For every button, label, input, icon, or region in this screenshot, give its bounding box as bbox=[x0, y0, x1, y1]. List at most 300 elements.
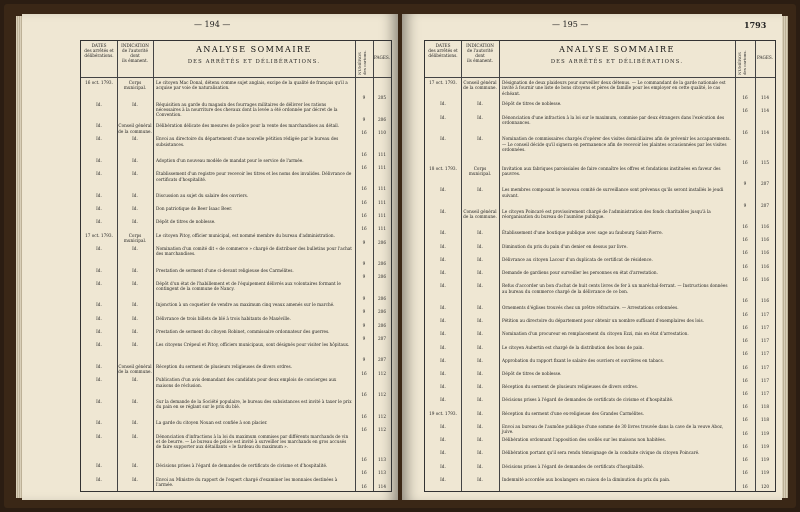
row-authority: Id. bbox=[477, 370, 483, 376]
row-description: Discussion au sujet du salaire des ouvriers. bbox=[156, 192, 249, 198]
row-description: Envoi au Ministre du rapport de l'expert chargé d'examiner les monnaies destinées à l'armée. bbox=[156, 476, 338, 488]
row-page-number: 119 bbox=[761, 470, 769, 476]
row-carton-number: 16 bbox=[742, 224, 748, 230]
row-carton-number: 16 bbox=[742, 129, 748, 135]
table-row bbox=[425, 283, 775, 304]
row-date: Id. bbox=[440, 230, 446, 236]
row-description: Dénonciation d'infractions à la loi du maximum commises par différents marchands de vin et de beurre. — Le bureau de police est invité à surveiller les marchands en gros accusés de faire supporter aux détaillants « le fardeau du maximum ». bbox=[156, 433, 349, 450]
table-row bbox=[425, 257, 775, 270]
row-page-number: 115 bbox=[761, 159, 769, 165]
row-carton-number: 16 bbox=[742, 263, 748, 269]
row-description: Ornements d'églises trouvés chez un prêtre réfractaire. — Arrestations ordonnées. bbox=[502, 304, 679, 310]
table-row bbox=[81, 246, 391, 268]
authority-column-header: INDICATION de l'autorité dont ils émanent. bbox=[466, 43, 494, 63]
row-authority: Id. bbox=[477, 331, 483, 337]
row-date: Id. bbox=[440, 476, 446, 482]
row-description: Adoption d'un nouveau modèle de mandat pour le service de l'armée. bbox=[156, 158, 304, 164]
row-date: Id. bbox=[440, 357, 446, 363]
table-row bbox=[81, 302, 391, 315]
row-authority: Id. bbox=[132, 315, 138, 321]
page-number: — 195 — bbox=[552, 20, 589, 29]
row-carton-number: 16 bbox=[742, 159, 748, 165]
pages-column-header: PAGES. bbox=[374, 55, 390, 60]
table-row bbox=[425, 424, 775, 437]
row-carton-number: 9 bbox=[743, 202, 747, 208]
page-number: — 194 — bbox=[194, 20, 231, 29]
row-description: Refus d'accorder un bon d'achat de huit cents livres de fer à un maréchal-ferrant. — Instructions données au bureau du commerce chargé de la délivrance de ce bon. bbox=[502, 283, 728, 294]
table-row bbox=[425, 477, 775, 490]
row-page-number: 118 bbox=[761, 404, 769, 410]
table-row bbox=[425, 345, 775, 358]
row-carton-number: 9 bbox=[362, 296, 366, 302]
row-description: Dépôt d'un état de l'habillement et de l'équipement délivrés aux volontaires formant le contingent de la commune de Nancy. bbox=[156, 280, 341, 292]
row-authority: Id. bbox=[477, 357, 483, 363]
row-date: Id. bbox=[96, 206, 102, 212]
table-row bbox=[425, 464, 775, 477]
row-date: Id. bbox=[440, 450, 446, 456]
row-date: Id. bbox=[440, 437, 446, 443]
table-row bbox=[81, 399, 391, 421]
table-row bbox=[425, 187, 775, 208]
row-page-number: 114 bbox=[761, 95, 769, 101]
row-carton-number: 16 bbox=[361, 427, 367, 433]
row-carton-number: 16 bbox=[361, 186, 367, 192]
row-description: Le citoyen Pitoy, officier municipal, est nommé membre du bureau d'administration. bbox=[156, 232, 335, 238]
row-page-number: 114 bbox=[761, 129, 769, 135]
right-page-edges bbox=[782, 16, 788, 498]
summary-table bbox=[424, 40, 776, 492]
row-date: Id. bbox=[96, 136, 102, 142]
row-page-number: 117 bbox=[761, 338, 769, 344]
row-authority: Id. bbox=[132, 136, 138, 142]
table-row bbox=[425, 450, 775, 463]
row-description: Approbation du rapport fixant le salaire des ouvriers et ouvrières en tabacs. bbox=[502, 357, 664, 363]
row-page-number: 111 bbox=[378, 151, 386, 157]
row-date: Id. bbox=[440, 256, 446, 262]
row-description: Réception du serment de plusieurs religieuses de divers ordres. bbox=[502, 384, 639, 390]
row-date: Id. bbox=[96, 302, 102, 308]
table-row bbox=[81, 463, 391, 476]
table-row bbox=[81, 268, 391, 281]
row-date: Id. bbox=[96, 171, 102, 177]
row-date: Id. bbox=[440, 304, 446, 310]
row-description: Dénonciation d'une infraction à la loi sur le maximum, commise par deux étrangers dans l'exécution des ordonnances. bbox=[502, 114, 725, 126]
table-row bbox=[425, 371, 775, 384]
row-carton-number: 16 bbox=[742, 237, 748, 243]
table-row bbox=[425, 318, 775, 331]
row-authority: Id. bbox=[132, 463, 138, 469]
row-date: 19 oct. 1793. bbox=[429, 410, 457, 416]
row-date: Id. bbox=[96, 398, 102, 404]
row-description: Pétition au directoire du département pour obtenir un nombre suffisant d'exemplaires des lois. bbox=[502, 318, 704, 324]
row-description: Le citoyen Mac Donal, détenu comme sujet anglais, excipe de la qualité de français qu'il a acquise par voie de naturalisation. bbox=[156, 80, 348, 91]
row-carton-number: 9 bbox=[362, 322, 366, 328]
row-authority: Id. bbox=[477, 384, 483, 390]
header-divider bbox=[81, 77, 391, 78]
row-page-number: 205 bbox=[378, 95, 386, 101]
row-authority: Id. bbox=[132, 420, 138, 426]
row-date: Id. bbox=[96, 476, 102, 482]
table-row bbox=[425, 305, 775, 318]
row-date: Id. bbox=[440, 136, 446, 142]
pages-column-header: PAGES. bbox=[757, 55, 773, 60]
row-carton-number: 16 bbox=[361, 151, 367, 157]
row-page-number: 206 bbox=[378, 274, 386, 280]
row-date: Id. bbox=[96, 315, 102, 321]
row-description: Établissement d'une boutique publique avec sage au faubourg Saint-Pierre. bbox=[502, 230, 663, 236]
row-page-number: 117 bbox=[761, 351, 769, 357]
row-carton-number: 9 bbox=[743, 181, 747, 187]
row-page-number: 111 bbox=[378, 164, 386, 170]
row-authority: Id. bbox=[477, 423, 483, 429]
row-description: Nomination d'un comité dit « de commerce » chargé de distribuer des bulletins pour l'achat des marchandises. bbox=[156, 245, 352, 257]
row-page-number: 112 bbox=[378, 427, 386, 433]
year-heading: 1793 bbox=[744, 20, 767, 30]
row-description: Nomination de commissaires chargés d'opérer des visites domiciliaires afin de prévenir les accaparements. — Le conseil décide qu'il signera en permanence afin de recevoir les plaintes occasionnées par les visites ordonnées. bbox=[502, 136, 731, 153]
numeros-column-header: NUMÉROS des cartons. bbox=[357, 50, 367, 75]
row-carton-number: 16 bbox=[361, 470, 367, 476]
table-row bbox=[81, 193, 391, 206]
row-carton-number: 16 bbox=[742, 311, 748, 317]
row-description: Délibération délicate des mesures de police pour la vente des marchandises au détail. bbox=[156, 123, 340, 129]
row-date: Id. bbox=[96, 363, 102, 369]
table-row bbox=[425, 244, 775, 257]
row-authority: Corps municipal. bbox=[123, 232, 147, 244]
row-carton-number: 16 bbox=[361, 130, 367, 136]
row-authority: Id. bbox=[132, 192, 138, 198]
row-date: Id. bbox=[440, 114, 446, 120]
row-date: Id. bbox=[96, 377, 102, 383]
row-authority: Id. bbox=[477, 230, 483, 236]
row-description: Envoi au directoire du département d'une nouvelle pétition rédigée par le bureau des subsistances. bbox=[156, 136, 339, 147]
row-carton-number: 16 bbox=[361, 457, 367, 463]
row-page-number: 207 bbox=[378, 335, 386, 341]
row-page-number: 111 bbox=[378, 186, 386, 192]
row-date: Id. bbox=[440, 101, 446, 107]
row-date: 17 oct. 1793. bbox=[85, 232, 113, 238]
table-row bbox=[425, 209, 775, 230]
table-row bbox=[81, 281, 391, 303]
header-divider bbox=[425, 77, 775, 78]
table-row bbox=[425, 166, 775, 187]
row-description: Décisions prises à l'égard de demandes de certificats de civisme et d'hospitalité. bbox=[156, 463, 328, 469]
table-row bbox=[81, 477, 391, 490]
row-carton-number: 16 bbox=[742, 108, 748, 114]
row-date: Id. bbox=[96, 267, 102, 273]
row-date: Id. bbox=[440, 208, 446, 214]
row-page-number: 207 bbox=[761, 181, 769, 187]
row-date: Id. bbox=[96, 433, 102, 439]
row-authority: Id. bbox=[132, 219, 138, 225]
row-description: Délibération ordonnant l'apposition des scellés sur les maisons non habitées. bbox=[502, 437, 666, 443]
row-authority: Id. bbox=[477, 283, 483, 289]
row-authority: Conseil général de la commune. bbox=[463, 208, 497, 220]
row-date: 18 oct. 1793. bbox=[429, 165, 457, 171]
row-authority: Id. bbox=[477, 187, 483, 193]
table-row bbox=[81, 233, 391, 246]
row-page-number: 119 bbox=[761, 430, 769, 436]
row-authority: Id. bbox=[477, 243, 483, 249]
row-carton-number: 16 bbox=[742, 276, 748, 282]
row-description: Les citoyens Crépeul et Pitoy, officiers municipaux, sont désignés pour visiter les hôpitaux. bbox=[156, 342, 350, 348]
row-date: Id. bbox=[440, 344, 446, 350]
dates-column-header: DATES des arrêtés et délibérations. bbox=[84, 43, 114, 58]
row-date: Id. bbox=[96, 123, 102, 129]
row-authority: Id. bbox=[477, 437, 483, 443]
row-date: Id. bbox=[96, 420, 102, 426]
row-carton-number: 16 bbox=[742, 324, 748, 330]
right-page bbox=[402, 14, 782, 500]
row-date: Id. bbox=[96, 158, 102, 164]
left-page bbox=[22, 14, 398, 500]
row-description: Demande de gardiens pour surveiller les personnes en état d'arrestation. bbox=[502, 270, 658, 276]
row-date: 17 oct. 1793. bbox=[429, 80, 457, 85]
row-page-number: 110 bbox=[378, 130, 386, 136]
row-authority: Id. bbox=[132, 433, 138, 439]
table-row bbox=[81, 434, 391, 464]
row-page-number: 206 bbox=[378, 116, 386, 122]
row-page-number: 117 bbox=[761, 324, 769, 330]
table-row bbox=[81, 329, 391, 342]
row-authority: Id. bbox=[477, 101, 483, 107]
table-row bbox=[425, 101, 775, 114]
row-page-number: 111 bbox=[378, 199, 386, 205]
row-description: Indemnité accordée aux boulangers en raison de la diminution du prix du pain. bbox=[502, 476, 671, 482]
row-date: Id. bbox=[440, 423, 446, 429]
row-carton-number: 16 bbox=[742, 377, 748, 383]
row-authority: Conseil général de la commune. bbox=[118, 123, 152, 134]
row-date: Id. bbox=[96, 328, 102, 334]
row-description: Dépôt de titres de noblesse. bbox=[156, 219, 216, 225]
table-row bbox=[425, 384, 775, 397]
row-carton-number: 16 bbox=[742, 338, 748, 344]
row-authority: Id. bbox=[477, 304, 483, 310]
row-page-number: 116 bbox=[761, 263, 769, 269]
row-date: 16 oct. 1793. bbox=[85, 80, 113, 85]
row-authority: Id. bbox=[132, 101, 138, 107]
table-row bbox=[81, 377, 391, 399]
row-authority: Id. bbox=[477, 410, 483, 416]
row-carton-number: 16 bbox=[742, 470, 748, 476]
row-page-number: 113 bbox=[378, 457, 386, 463]
row-description: Envoi au bureau de l'aumône publique d'une somme de 30 livres trouvée dans la cave de la veuve Aboz, juive. bbox=[502, 423, 724, 435]
row-description: Don patriotique de Beer Isaac Beer. bbox=[156, 206, 233, 212]
row-date: Id. bbox=[96, 192, 102, 198]
table-row bbox=[81, 364, 391, 377]
row-page-number: 119 bbox=[761, 457, 769, 463]
row-page-number: 113 bbox=[378, 470, 386, 476]
table-row bbox=[425, 230, 775, 243]
row-description: Décisions prises à l'égard de demandes de certificats de civisme et d'hospitalité. bbox=[502, 397, 674, 403]
row-page-number: 118 bbox=[761, 417, 769, 423]
row-date: Id. bbox=[440, 187, 446, 193]
table-row bbox=[81, 316, 391, 329]
table-row bbox=[425, 437, 775, 450]
row-authority: Conseil général de la commune. bbox=[463, 80, 497, 91]
numeros-column-header: NUMÉROS des cartons. bbox=[737, 50, 747, 75]
row-carton-number: 16 bbox=[361, 213, 367, 219]
row-description: Réception du serment d'une ex-religieuse des Grandes Carmélites. bbox=[502, 410, 645, 416]
row-authority: Id. bbox=[477, 476, 483, 482]
row-authority: Id. bbox=[132, 342, 138, 348]
dates-column-header: DATES des arrêtés et délibérations. bbox=[428, 43, 458, 58]
row-authority: Id. bbox=[132, 158, 138, 164]
row-carton-number: 9 bbox=[362, 95, 366, 101]
row-carton-number: 16 bbox=[361, 413, 367, 419]
row-page-number: 116 bbox=[761, 237, 769, 243]
row-carton-number: 9 bbox=[362, 335, 366, 341]
row-page-number: 116 bbox=[761, 250, 769, 256]
table-row bbox=[425, 136, 775, 166]
table-row bbox=[425, 270, 775, 283]
row-authority: Id. bbox=[477, 136, 483, 142]
row-description: Établissement d'un registre pour recevoir les titres et les noms des invalides. Délivrance de certificats d'hospitalité. bbox=[156, 171, 352, 182]
table-row bbox=[81, 158, 391, 171]
row-authority: Id. bbox=[477, 397, 483, 403]
row-page-number: 207 bbox=[761, 202, 769, 208]
row-carton-number: 9 bbox=[362, 116, 366, 122]
row-authority: Id. bbox=[132, 245, 138, 251]
table-row bbox=[81, 206, 391, 219]
row-page-number: 112 bbox=[378, 370, 386, 376]
row-description: La garde du citoyen Nouan est confiée à son placier. bbox=[156, 420, 268, 426]
table-row bbox=[81, 342, 391, 364]
row-date: Id. bbox=[96, 219, 102, 225]
table-row bbox=[425, 115, 775, 136]
row-description: Désignation de deux plaideurs pour surveiller deux détenus. — Le commandant de la garde nationale est invité à fournir une liste de bons citoyens et pères de famille pour les employer en cette qualité, le cas échéant. bbox=[502, 80, 726, 96]
row-description: Les membres composant le nouveau comité de surveillance sont prévenus qu'ils seront installés le jeudi suivant. bbox=[502, 187, 724, 198]
row-page-number: 120 bbox=[761, 483, 769, 489]
row-date: Id. bbox=[440, 370, 446, 376]
row-carton-number: 16 bbox=[361, 164, 367, 170]
row-description: Injonction à un coquetier de vendre au maximum cinq veaux amenés sur le marché. bbox=[156, 302, 335, 308]
row-carton-number: 9 bbox=[362, 274, 366, 280]
row-page-number: 206 bbox=[378, 261, 386, 267]
table-subtitle: DES ARRÊTÉS ET DÉLIBÉRATIONS. bbox=[550, 59, 684, 65]
row-carton-number: 16 bbox=[742, 443, 748, 449]
table-title: ANALYSE SOMMAIRE bbox=[196, 45, 312, 54]
row-page-number: 114 bbox=[761, 108, 769, 114]
row-description: Diminution du prix du pain d'un denier en dessus par livre. bbox=[502, 243, 628, 249]
row-date: Id. bbox=[440, 463, 446, 469]
table-row bbox=[81, 123, 391, 136]
summary-table bbox=[80, 40, 392, 492]
row-authority: Corps municipal. bbox=[123, 80, 147, 91]
row-authority: Conseil général de la commune. bbox=[118, 363, 152, 375]
row-authority: Id. bbox=[477, 450, 483, 456]
row-date: Id. bbox=[440, 283, 446, 289]
row-page-number: 119 bbox=[761, 443, 769, 449]
row-carton-number: 16 bbox=[361, 392, 367, 398]
row-page-number: 206 bbox=[378, 322, 386, 328]
row-description: Délibération portant qu'il sera rendu témoignage de la conduite civique du citoyen Poincaré. bbox=[502, 450, 700, 456]
row-page-number: 112 bbox=[378, 413, 386, 419]
row-date: Id. bbox=[96, 245, 102, 251]
row-page-number: 116 bbox=[761, 298, 769, 304]
row-authority: Id. bbox=[132, 476, 138, 482]
row-authority: Id. bbox=[132, 171, 138, 177]
table-row bbox=[81, 219, 391, 232]
row-authority: Id. bbox=[132, 377, 138, 383]
row-authority: Id. bbox=[477, 270, 483, 276]
row-page-number: 206 bbox=[378, 239, 386, 245]
row-date: Id. bbox=[440, 243, 446, 249]
row-carton-number: 16 bbox=[361, 199, 367, 205]
table-subtitle: DES ARRÊTÉS ET DÉLIBÉRATIONS. bbox=[187, 59, 321, 65]
table-row bbox=[425, 331, 775, 344]
row-carton-number: 9 bbox=[362, 261, 366, 267]
row-date: Id. bbox=[96, 280, 102, 286]
row-authority: Id. bbox=[132, 302, 138, 308]
row-carton-number: 16 bbox=[742, 95, 748, 101]
row-description: Prestation de serment du citoyen Robinet, commissaire ordonnateur des guerres. bbox=[156, 328, 330, 334]
row-page-number: 116 bbox=[761, 276, 769, 282]
row-carton-number: 16 bbox=[742, 364, 748, 370]
row-carton-number: 9 bbox=[362, 309, 366, 315]
row-page-number: 117 bbox=[761, 311, 769, 317]
row-page-number: 206 bbox=[378, 296, 386, 302]
table-row bbox=[425, 358, 775, 371]
row-carton-number: 16 bbox=[361, 370, 367, 376]
row-description: Le citoyen Poincaré est provisoirement chargé de l'administration des fonds charitables jusqu'à la réorganisation du bureau de l'aumône publique. bbox=[502, 208, 711, 220]
row-date: Id. bbox=[96, 463, 102, 469]
row-description: Publication d'un avis demandant des candidats pour deux emplois de concierges aux maisons de réclusion. bbox=[156, 377, 337, 388]
table-row bbox=[425, 411, 775, 424]
row-description: Réception du serment de plusieurs religieuses de divers ordres. bbox=[156, 363, 293, 369]
row-description: Délivrance de trois billets de blé à trois habitants de Maxéville. bbox=[156, 315, 291, 321]
row-carton-number: 16 bbox=[742, 417, 748, 423]
row-page-number: 116 bbox=[761, 224, 769, 230]
table-title: ANALYSE SOMMAIRE bbox=[559, 45, 675, 54]
row-page-number: 111 bbox=[378, 213, 386, 219]
row-date: Id. bbox=[440, 384, 446, 390]
row-date: Id. bbox=[440, 397, 446, 403]
row-carton-number: 16 bbox=[742, 483, 748, 489]
row-carton-number: 16 bbox=[361, 483, 367, 489]
row-page-number: 114 bbox=[378, 483, 386, 489]
table-row bbox=[81, 102, 391, 124]
row-description: Décisions prises à l'égard de demandes de certificats d'hospitalité. bbox=[502, 463, 644, 469]
table-row bbox=[425, 397, 775, 410]
row-date: Id. bbox=[96, 342, 102, 348]
row-date: Id. bbox=[440, 270, 446, 276]
row-authority: Id. bbox=[132, 398, 138, 404]
table-row bbox=[81, 80, 391, 102]
row-description: Dépôt de titres de noblesse. bbox=[502, 101, 562, 107]
row-description: Le citoyen Aubertin est chargé de la distribution des bons de pain. bbox=[502, 344, 644, 350]
row-description: Prestation de serment d'une ci-devant religieuse des Carmélites. bbox=[156, 267, 294, 273]
row-description: Délivrance au citoyen Lacour d'un duplicata de certificat de résidence. bbox=[502, 256, 653, 262]
row-authority: Id. bbox=[477, 318, 483, 324]
row-carton-number: 16 bbox=[361, 226, 367, 232]
row-authority: Id. bbox=[477, 463, 483, 469]
row-description: Invitation aux fabriques paroissiales de faire connaître les offres et fondations instituées en faveur des pauvres. bbox=[502, 165, 721, 177]
row-carton-number: 16 bbox=[742, 391, 748, 396]
row-description: Dépôt de titres de noblesse. bbox=[502, 370, 562, 376]
row-authority: Corps municipal. bbox=[468, 165, 492, 177]
row-carton-number: 16 bbox=[742, 250, 748, 256]
table-row bbox=[81, 136, 391, 158]
row-page-number: 117 bbox=[761, 391, 769, 396]
table-row bbox=[81, 420, 391, 433]
row-description: Nomination d'un procureur en remplacement du citoyen Ezzi, mis en état d'arrestation. bbox=[502, 331, 689, 337]
row-page-number: 112 bbox=[378, 392, 386, 398]
row-carton-number: 16 bbox=[742, 404, 748, 410]
row-carton-number: 9 bbox=[362, 357, 366, 363]
row-authority: Id. bbox=[477, 344, 483, 350]
table-row bbox=[81, 171, 391, 193]
authority-column-header: INDICATION de l'autorité dont ils émanent. bbox=[121, 43, 149, 63]
